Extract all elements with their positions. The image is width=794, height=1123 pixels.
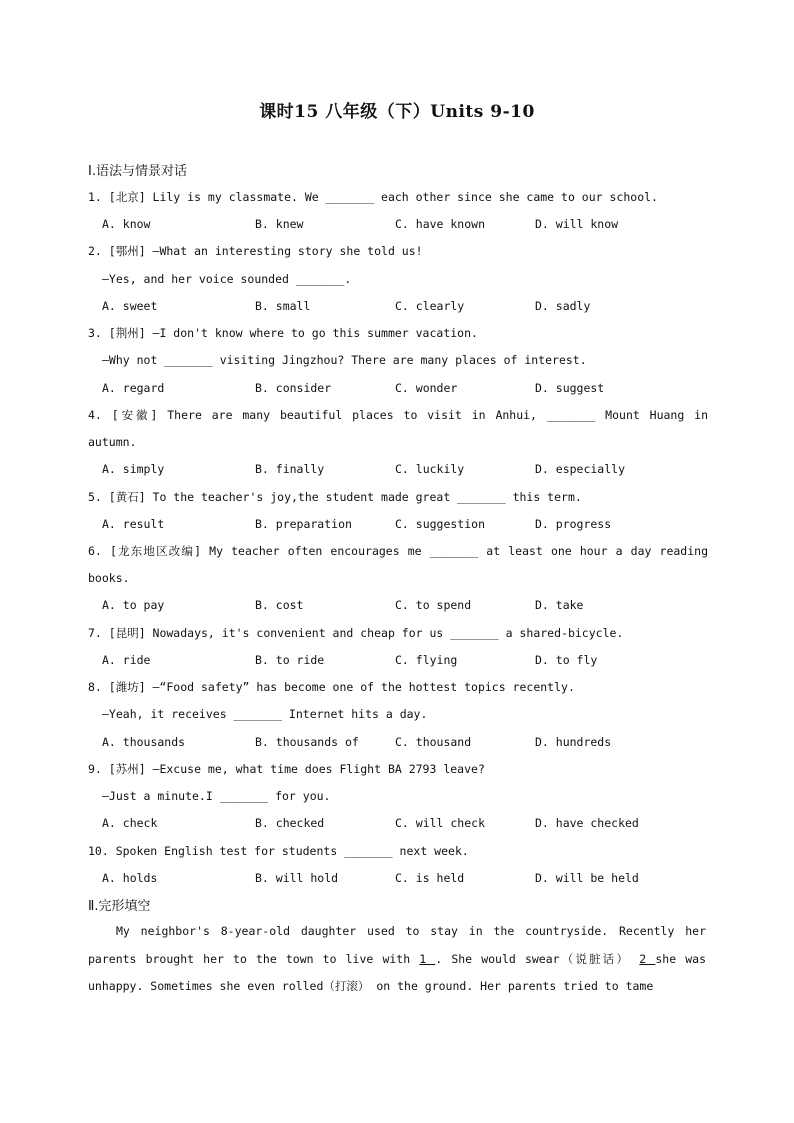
option-a[interactable]: A. result: [102, 517, 165, 531]
question-8-stem: 8. [潍坊] —“Food safety” has become one of the hottest topics recently.: [88, 680, 575, 694]
question-4-options: [102, 459, 722, 479]
question-2-stem: 2. [鄂州] —What an interesting story she told us!: [88, 244, 423, 258]
question-8-reply: —Yeah, it receives _______ Internet hits a day.: [102, 707, 428, 721]
option-b[interactable]: B. checked: [255, 816, 325, 830]
option-b[interactable]: B. knew: [255, 217, 304, 231]
question-6-options: [102, 595, 722, 615]
question-10-options: [102, 868, 722, 888]
option-b[interactable]: B. thousands of: [255, 735, 359, 749]
option-d[interactable]: D. have checked: [535, 816, 639, 830]
option-a[interactable]: A. thousands: [102, 735, 186, 749]
option-b[interactable]: B. will hold: [255, 871, 339, 885]
option-c[interactable]: C. thousand: [395, 735, 472, 749]
option-d[interactable]: D. will know: [535, 217, 619, 231]
option-b[interactable]: B. cost: [255, 598, 304, 612]
option-a[interactable]: A. holds: [102, 871, 158, 885]
cloze-passage: [88, 918, 706, 1001]
option-d[interactable]: D. sadly: [535, 299, 591, 313]
question-6-stem: 6. [龙东地区改编] My teacher often encourages me _______ at least one hour a day reading: [88, 544, 708, 558]
option-c[interactable]: C. suggestion: [395, 517, 486, 531]
option-c[interactable]: C. is held: [395, 871, 465, 885]
option-c[interactable]: C. will check: [395, 816, 486, 830]
cloze-blank-2[interactable]: 2: [639, 951, 656, 966]
question-9-stem: 9. [苏州] —Excuse me, what time does Flight BA 2793 leave?: [88, 762, 485, 776]
option-d[interactable]: D. hundreds: [535, 735, 612, 749]
option-c[interactable]: C. to spend: [395, 598, 472, 612]
question-8-options: [102, 732, 722, 752]
question-2-options: [102, 296, 722, 316]
option-c[interactable]: C. have known: [395, 217, 486, 231]
page-title: 课时15 八年级（下）Units 9-10: [259, 102, 535, 122]
passage-text-2: . She would swear（说脏话）: [435, 951, 640, 966]
question-7-stem: 7. [昆明] Nowadays, it's convenient and cheap for us _______ a shared-bicycle.: [88, 626, 624, 640]
option-a[interactable]: A. sweet: [102, 299, 158, 313]
option-d[interactable]: D. to fly: [535, 653, 598, 667]
option-d[interactable]: D. take: [535, 598, 584, 612]
question-3-stem: 3. [荆州] —I don't know where to go this summer vacation.: [88, 326, 478, 340]
question-7-options: [102, 650, 722, 670]
question-4-stem-cont: autumn.: [88, 435, 137, 449]
option-c[interactable]: C. clearly: [395, 299, 465, 313]
question-1-options: [102, 214, 722, 234]
question-2-reply: —Yes, and her voice sounded _______.: [102, 272, 352, 286]
question-10-stem: 10. Spoken English test for students _______ next week.: [88, 844, 469, 858]
option-d[interactable]: D. suggest: [535, 381, 605, 395]
option-b[interactable]: B. preparation: [255, 517, 352, 531]
question-5-options: [102, 514, 722, 534]
option-c[interactable]: C. wonder: [395, 381, 458, 395]
option-b[interactable]: B. small: [255, 299, 311, 313]
question-5-stem: 5. [黄石] To the teacher's joy,the student made great _______ this term.: [88, 490, 582, 504]
question-3-options: [102, 378, 722, 398]
section-heading-cloze: Ⅱ.完形填空: [88, 899, 151, 914]
option-a[interactable]: A. to pay: [102, 598, 165, 612]
passage-text-1: My neighbor's 8-year-old daughter used to stay in the countryside. Recently her parents brought her to the town to live with: [88, 924, 706, 966]
option-b[interactable]: B. consider: [255, 381, 332, 395]
passage-text-3: she was unhappy. Sometimes she even rolled（打滚） on the ground. Her parents tried to tame: [88, 951, 706, 993]
question-9-reply: —Just a minute.I _______ for you.: [102, 789, 331, 803]
question-9-options: [102, 813, 722, 833]
section-heading-grammar: Ⅰ.语法与情景对话: [88, 164, 187, 179]
cloze-blank-1[interactable]: 1: [419, 951, 436, 966]
option-a[interactable]: A. know: [102, 217, 151, 231]
question-4-stem: 4. [安徽] There are many beautiful places to visit in Anhui, _______ Mount Huang in: [88, 408, 708, 422]
option-d[interactable]: D. will be held: [535, 871, 639, 885]
option-a[interactable]: A. ride: [102, 653, 151, 667]
option-b[interactable]: B. to ride: [255, 653, 325, 667]
option-d[interactable]: D. progress: [535, 517, 612, 531]
option-c[interactable]: C. flying: [395, 653, 458, 667]
option-c[interactable]: C. luckily: [395, 462, 465, 476]
option-a[interactable]: A. check: [102, 816, 158, 830]
option-d[interactable]: D. especially: [535, 462, 626, 476]
question-1-stem: 1. [北京] Lily is my classmate. We _______ each other since she came to our school.: [88, 190, 658, 204]
option-b[interactable]: B. finally: [255, 462, 325, 476]
question-3-reply: —Why not _______ visiting Jingzhou? There are many places of interest.: [102, 353, 587, 367]
option-a[interactable]: A. simply: [102, 462, 165, 476]
option-a[interactable]: A. regard: [102, 381, 165, 395]
question-6-stem-cont: books.: [88, 571, 130, 585]
